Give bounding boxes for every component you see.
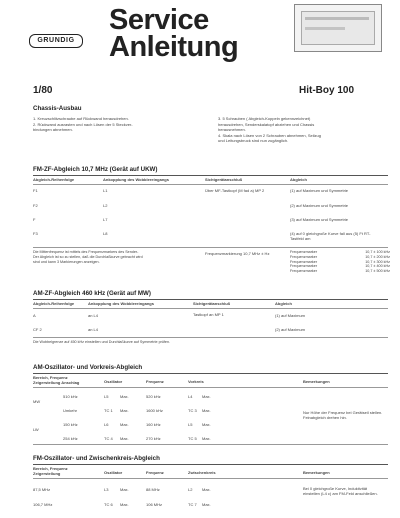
fm-osc-col-4: Zwischenkreis [188, 470, 216, 475]
am-osc-col-3: Frequenz [146, 379, 164, 384]
fm-osc-col-3: Frequenz [146, 470, 164, 475]
am-zf-col-3: Sichtgerätanschluß [193, 301, 231, 306]
am-osc-col-2: Oszillator [104, 379, 123, 384]
model-name: Hit-Boy 100 [299, 85, 355, 96]
title-anleitung: Anleitung [109, 31, 239, 63]
fm-zf-marker-note: Frequenzmarkierung 10,7 MHz ± Hz [205, 251, 270, 256]
grundig-logo: GRUNDIG [29, 34, 83, 48]
fm-osc-heading: FM-Oszillator- und Zwischenkreis-Abgleich [33, 455, 160, 462]
am-zf-heading: AM-ZF-Abgleich 460 kHz (Gerät auf MW) [33, 290, 151, 297]
fm-osc-col-5: Bemerkungen [303, 470, 330, 475]
issue-number: 1/80 [33, 85, 53, 96]
am-zf-col-1: Abgleich-Reihenfolge [33, 301, 75, 306]
title-service: Service [109, 4, 209, 36]
fm-zf-col-2: Ankopplung des Wobblereingangs [103, 177, 169, 182]
chassis-heading: Chassis-Ausbau [33, 105, 82, 112]
device-illustration [294, 4, 382, 52]
am-zf-col-2: Ankopplung des Wobblereingangs [88, 301, 154, 306]
fm-osc-remark: Bei 0 gleichgroße Kurve, Induktivität einstellen (L4 c) am FM-Feld anschließen. [303, 486, 378, 496]
fm-zf-heading: FM-ZF-Abgleich 10,7 MHz (Gerät auf UKW) [33, 166, 158, 173]
am-osc-col-5: Bemerkungen [303, 379, 330, 384]
fm-zf-note: Die Mittenfrequenz ist mittels des Frequenzmarkers des Sender- Der Abgleich ist so zu stellen, daß die Durchlaßkurve gebracht wird sind und kann 3 Markierungen anzeigen. [33, 250, 143, 264]
chassis-right-text: 3. 5 Schrauben ( Abgleich-Koppeln gekennzeichnet) herausdrehen, Senderskalatopf abziehen und Chassis herausnehmen. 4. Skala nach Lösen von 2 Schrauben abnehmen, Seilzug und Leitungsbruck sind nun zugänglich. [218, 116, 321, 144]
fm-zf-col-4: Abgleich [290, 177, 307, 182]
am-osc-remark: Nur Höhe der Frequenz bei Gerätseil stellen. Feinabgleich drehen hin. [303, 410, 383, 420]
am-zf-note: Die Wobbelgrenze auf 450 kHz einstellen und Durchlaßkurve auf Symmetrie prüfen. [33, 340, 171, 344]
fm-zf-col-1: Abgleich-Reihenfolge [33, 177, 75, 182]
am-zf-col-4: Abgleich [275, 301, 292, 306]
am-osc-heading: AM-Oszillator- und Vorkreis-Abgleich [33, 364, 143, 371]
fm-zf-markers: Frequenzmarker 10,7 ± 100 kHz Frequenzmarker 10,7 ± 200 kHz Frequenzmarker 10,7 ± 300 kHz Frequenzmarker 10,7 ± 400 kHz Frequenzmarker 10,7 ± 500 kHz [290, 250, 390, 274]
fm-zf-rule [33, 175, 388, 176]
fm-osc-col-1: Bereich, Frequenz Zeigerstellung [33, 466, 68, 476]
fm-osc-col-2: Oszillator [104, 470, 123, 475]
fm-zf-col-3: Sichtgerätanschluß [205, 177, 243, 182]
am-osc-col-4: Vorkreis [188, 379, 204, 384]
chassis-left-text: 1. Kreuzschlitzschraube auf Rückwand herausdrehen. 2. Rückwand ausrasten und nach Lösen der 5 Steckver- bindungen abnehmen. [33, 116, 133, 133]
am-osc-col-1: Bereich, Frequenz Zeigerstellung Anschlag [33, 375, 80, 385]
